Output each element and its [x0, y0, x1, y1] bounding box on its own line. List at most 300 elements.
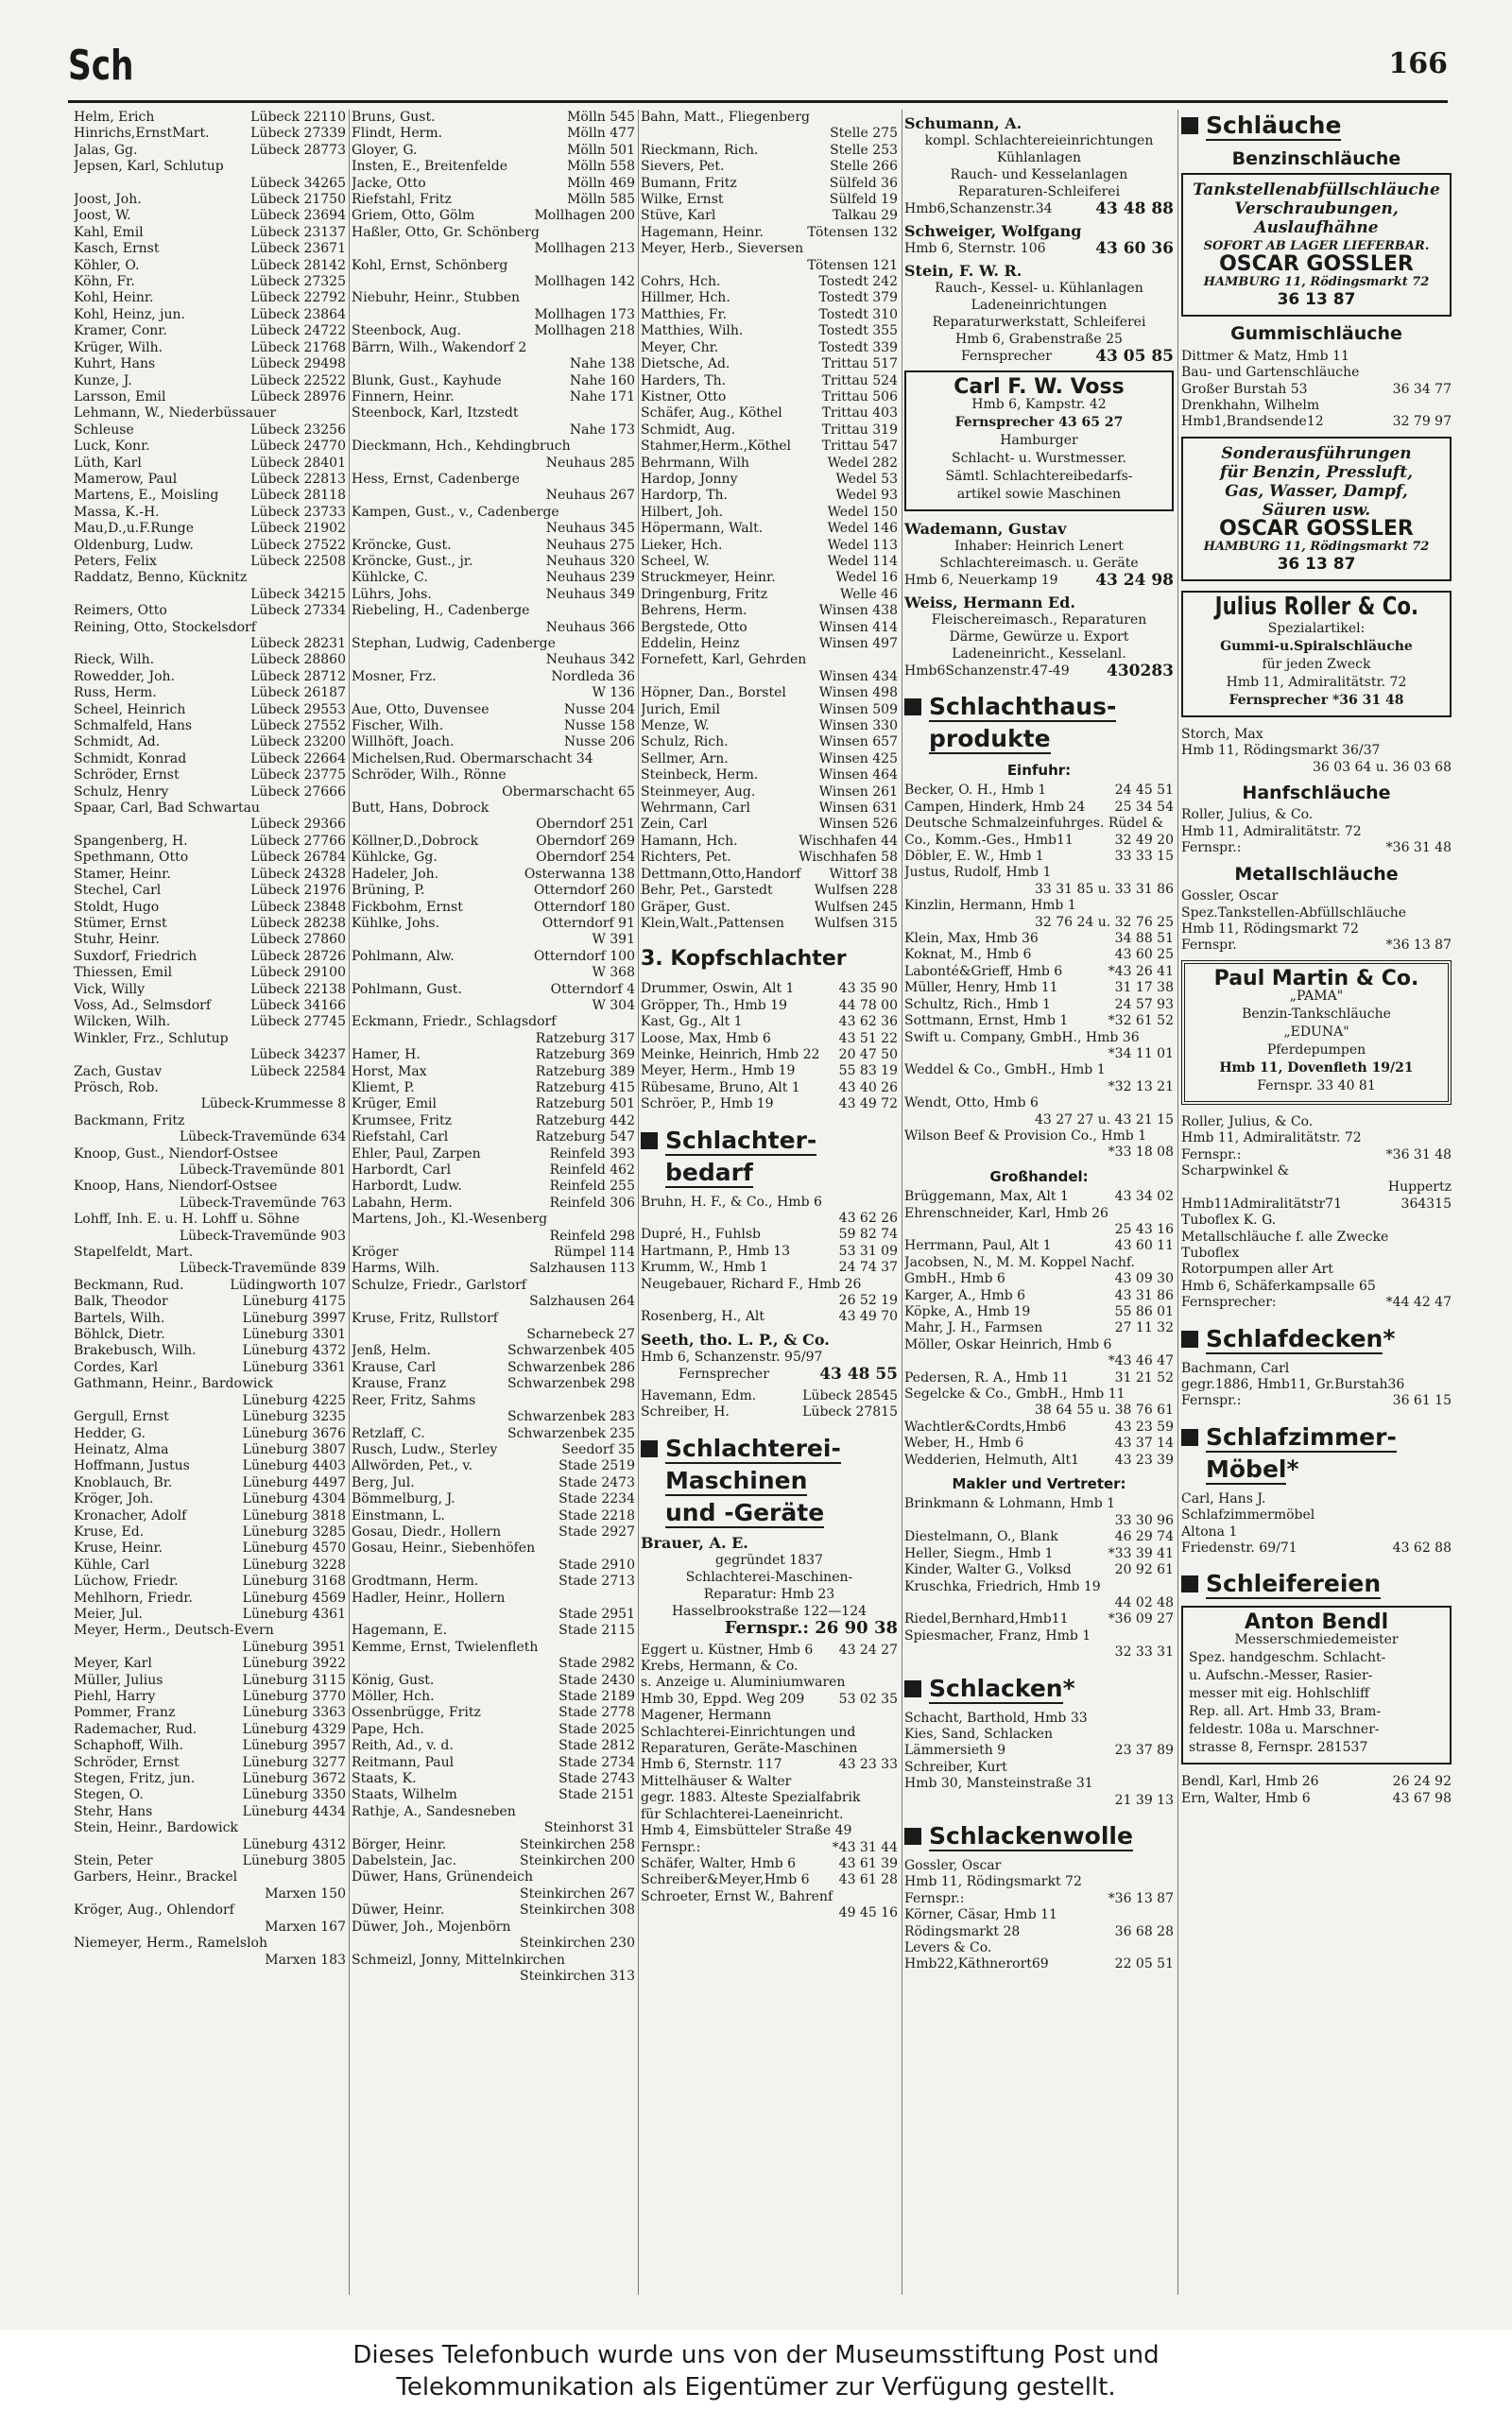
listing-name [352, 620, 355, 636]
listing-entry [74, 998, 346, 1014]
listing-entry [352, 800, 635, 817]
listing-phone: 43 61 39 [838, 1855, 898, 1871]
listing-name: Rotorpumpen aller Art [1181, 1262, 1333, 1278]
listing-entry [74, 1080, 346, 1096]
listing-phone: Trittau 403 [821, 405, 898, 422]
listing-entry [352, 1294, 635, 1310]
listing-entry [904, 1288, 1174, 1304]
listing-name: Wendt, Otto, Hmb 6 [904, 1095, 1039, 1111]
listing-name: Krause, Franz [352, 1376, 447, 1392]
listing-phone: 25 34 54 [1114, 799, 1174, 815]
listing-name: Winkler, Frz., Schlutup [74, 1030, 229, 1046]
listing-entry [904, 1513, 1174, 1529]
listing-name: Horst, Max [352, 1063, 427, 1079]
listing-phone: Stade 2025 [558, 1721, 635, 1737]
listing-phone: 26 52 19 [838, 1293, 898, 1308]
listing-entry [1181, 807, 1452, 823]
listing-entry [904, 1776, 1174, 1792]
listing-entry [641, 751, 898, 767]
listing-name: Stapelfeldt, Mart. [74, 1245, 194, 1261]
listing-name: Schröder, Wilh., Rönne [352, 767, 507, 783]
listing-entry [641, 900, 898, 916]
listing-name: Oldenburg, Ludw. [74, 537, 194, 553]
listing-name [904, 1353, 908, 1369]
listing-phone: Lüneburg 3922 [242, 1656, 346, 1672]
category-heading-schlachterbedarf: Schlachter- bedarf [641, 1125, 898, 1189]
listing-name: Pohlmann, Alw. [352, 948, 455, 964]
listing-name: Klein,Walt.,Pattensen [641, 915, 784, 931]
listing-name: Retzlaff, C. [352, 1425, 425, 1441]
listing-name: Wilke, Ernst [641, 192, 724, 208]
listing-name: Prösch, Rob. [74, 1079, 159, 1095]
listing-phone: Salzhausen 113 [529, 1261, 635, 1277]
listing-name [352, 998, 355, 1014]
listing-entry [641, 1063, 898, 1079]
listing-name: Loose, Max, Hmb 6 [641, 1030, 771, 1046]
listing-name: Spaar, Carl, Bad Schwartau [74, 800, 260, 817]
listing-entry [74, 505, 346, 521]
listing-entry [641, 669, 898, 685]
listing-entry [1181, 1279, 1452, 1295]
listing-entry [352, 1261, 635, 1277]
listing-name: Bruns, Gust. [352, 110, 436, 125]
subheading-einfuhr: Einfuhr: [1006, 762, 1072, 779]
listing-name: Schäfer, Aug., Köthel [641, 405, 782, 422]
listing-phone: *43 31 44 [832, 1839, 898, 1855]
listing-name [1181, 760, 1185, 776]
listing-name: Flindt, Herm. [352, 126, 443, 142]
listing-entry [352, 636, 635, 652]
listing-entry [641, 1227, 898, 1243]
listing-entry [641, 1823, 898, 1839]
listing-name: Börger, Heinr. [352, 1836, 447, 1852]
listing-name: Kühlcke, Gg. [352, 850, 438, 866]
listing-name: Bumann, Fritz [641, 175, 737, 191]
listing-name: Luck, Konr. [74, 439, 150, 455]
listing-phone: Nahe 138 [569, 356, 635, 372]
listing-name [352, 422, 355, 439]
listing-phone: Nahe 160 [569, 372, 635, 388]
listing-phone: 21 39 13 [1114, 1792, 1174, 1808]
listing-entry [904, 1030, 1174, 1046]
listing-entry [74, 1574, 346, 1590]
listing-name: Fernspr.: [904, 1890, 965, 1906]
listing-phone: Lübeck 29366 [250, 817, 346, 833]
listing-name: Hess, Ernst, Cadenberge [352, 471, 520, 487]
listing-entry [74, 1096, 346, 1112]
listing-phone: Steinkirchen 230 [520, 1936, 635, 1952]
listing-list [904, 1496, 1174, 1661]
listing-phone: Lübeck 27334 [250, 603, 346, 619]
listing-phone: Lübeck 28712 [250, 668, 346, 684]
listing-phone: Nahe 173 [569, 422, 635, 438]
listing-phone: Rümpel 114 [554, 1245, 635, 1261]
listing-entry [641, 225, 898, 241]
listing-phone: 43 49 70 [838, 1309, 898, 1325]
listing-entry [352, 1820, 635, 1836]
listing-phone: Lübeck 23775 [250, 767, 346, 783]
listing-entry [74, 1689, 346, 1705]
listing-name: Bachmann, Carl [1181, 1360, 1290, 1376]
listing-name: Dettmann,Otto,Handorf [641, 866, 801, 882]
listing-phone: Steinkirchen 200 [520, 1853, 635, 1869]
listing-name: Rusch, Ludw., Sterley [352, 1441, 498, 1457]
listing-phone: Wulfsen 228 [814, 883, 898, 899]
listing-phone: Lübeck 23671 [250, 241, 346, 257]
listing-name: Eddelin, Heinz [641, 636, 740, 651]
listing-name: Schmidt, Konrad [74, 750, 187, 766]
listing-phone: Lübeck 27552 [250, 718, 346, 734]
listing-name: Lührs, Johs. [352, 586, 432, 602]
page-number: 166 [1388, 47, 1448, 80]
listing-name: Krause, Carl [352, 1359, 437, 1375]
listing-entry [904, 1255, 1174, 1271]
listing-name: Bahn, Matt., Fliegenberg [641, 110, 810, 125]
listing-name: Gräper, Gust. [641, 899, 730, 915]
listing-entry [641, 883, 898, 899]
square-bullet-icon [904, 1680, 921, 1697]
listing-phone: W 136 [592, 685, 635, 701]
listing-name: Schmidt, Aug. [641, 422, 736, 438]
listing-entry [74, 620, 346, 636]
listing-name: Aue, Otto, Duvensee [352, 701, 490, 717]
listing-name [641, 258, 644, 274]
listing-entry [641, 340, 898, 356]
listing-phone: 24 74 37 [838, 1260, 898, 1276]
listing-name: Düwer, Joh., Mojenbörn [352, 1919, 511, 1935]
listing-entry [352, 192, 635, 208]
listing-phone: Lüneburg 3676 [242, 1425, 346, 1441]
listing-phone: Lüneburg 4372 [242, 1343, 346, 1359]
listing-phone: 43 23 33 [838, 1757, 898, 1773]
ad-voss: Carl F. W. Voss Hmb 6, Kampstr. 42 Fernsprecher 43 65 27 Hamburger Schlacht- u. Wurstmesser. Sämtl. Schlachtereibedarfs- artikel sowie Maschinen [904, 370, 1174, 511]
listing-phone: Winsen 330 [818, 718, 898, 734]
listing-name: Kröncke, Gust. [352, 537, 452, 553]
listing-entry [641, 1277, 898, 1293]
listing-name: Kühlcke, C. [352, 570, 428, 586]
listing-phone: 43 35 90 [838, 981, 898, 997]
listing-name [352, 1031, 355, 1047]
listing-name: Kröger, Joh. [74, 1491, 154, 1507]
listing-phone: Lübeck-Travemünde 903 [179, 1228, 346, 1244]
listing-entry [74, 900, 346, 916]
column-2 [352, 110, 635, 1985]
listing-name: Köhler, O. [74, 257, 140, 273]
listing-entry [352, 1656, 635, 1672]
listing-name [352, 521, 355, 537]
listing-entry [352, 1212, 635, 1228]
listing-entry [904, 931, 1174, 947]
listing-phone: 43 60 11 [1114, 1238, 1174, 1254]
listing-entry [904, 1891, 1174, 1907]
listing-entry [904, 997, 1174, 1013]
listing-phone: Lüneburg 3168 [242, 1574, 346, 1590]
listing-entry [904, 1711, 1174, 1727]
listing-phone: 26 24 92 [1392, 1774, 1452, 1790]
listing-entry [352, 603, 635, 619]
listing-phone: Reinfeld 298 [549, 1228, 635, 1244]
listing-name: Hadler, Heinr., Hollern [352, 1590, 506, 1606]
listing-phone: Lüneburg 3818 [242, 1507, 346, 1523]
listing-entry [352, 1409, 635, 1425]
listing-name: Lämmersieth 9 [904, 1743, 1006, 1759]
listing-phone: Lübeck 23848 [250, 899, 346, 915]
listing-name [74, 1837, 77, 1853]
listing-entry [1181, 1196, 1452, 1213]
listing-phone: Nordleda 36 [551, 668, 635, 684]
listing-name: für Schlachterei-Laeneinricht. [641, 1806, 844, 1822]
listing-name: Schleuse [74, 422, 134, 438]
square-bullet-icon [1181, 1575, 1198, 1592]
listing-entry [352, 1886, 635, 1902]
listing-entry [74, 1853, 346, 1869]
listing-entry [641, 867, 898, 883]
listing-phone: Lübeck 28545 [802, 1387, 898, 1403]
listing-phone: 43 23 39 [1114, 1452, 1174, 1468]
listing-entry [641, 1774, 898, 1790]
listing-entry [1181, 727, 1452, 743]
listing-name [352, 652, 355, 668]
listing-entry [74, 587, 346, 603]
listing-name: Fornefett, Karl, Gehrden [641, 652, 807, 668]
column-divider [1177, 110, 1178, 2295]
listing-name: Meyer, Chr. [641, 339, 719, 355]
listing-entry [352, 867, 635, 883]
listing-entry [352, 1080, 635, 1096]
listing-entry [352, 538, 635, 554]
listing-phone: 43 27 27 u. 43 21 15 [1034, 1111, 1174, 1128]
listing-entry [352, 916, 635, 932]
listing-phone: Schwarzenbek 298 [507, 1376, 635, 1392]
listing-entry [74, 1722, 346, 1738]
listing-entry [74, 208, 346, 224]
listing-name: Schultz, Rich., Hmb 1 [904, 996, 1051, 1012]
listing-name: Hmb 30, Mansteinstraße 31 [904, 1776, 1093, 1792]
listing-phone: 32 76 24 u. 32 76 25 [1034, 914, 1174, 930]
footer-line-1: Dieses Telefonbuch wurde uns von der Museumsstiftung Post und [352, 2341, 1160, 2369]
listing-entry [74, 1508, 346, 1524]
listing-entry [352, 110, 635, 126]
listing-phone: Tostedt 355 [818, 323, 898, 339]
listing-entry [352, 1771, 635, 1787]
listing-name [904, 915, 908, 931]
listing-phone: Lüdingworth 107 [230, 1277, 346, 1293]
listing-name: Wedderien, Helmuth, Alt1 [904, 1452, 1080, 1468]
listing-entry [74, 290, 346, 306]
listing-entry [641, 1725, 898, 1741]
listing-phone: 364315 [1400, 1196, 1452, 1212]
listing-entry [641, 488, 898, 504]
listing-name: Hardop, Jonny [641, 471, 738, 487]
listing-phone: Tötensen 121 [807, 257, 898, 273]
listing-name: Rademacher, Rud. [74, 1721, 198, 1737]
listing-name [904, 1046, 908, 1062]
listing-entry [641, 422, 898, 439]
subheading-gummischlauche: Gummischläuche [1230, 323, 1402, 345]
listing-name: Kahl, Emil [74, 224, 144, 240]
listing-phone: Stade 2982 [558, 1656, 635, 1672]
listing-name [904, 1222, 908, 1238]
listing-name: Gloyer, G. [352, 142, 418, 158]
listing-name: Ehrenschneider, Karl, Hmb 26 [904, 1205, 1108, 1221]
listing-entry [352, 1311, 635, 1327]
listing-entry [74, 751, 346, 767]
subheading-grosshandel: Großhandel: [989, 1167, 1089, 1185]
listing-name: Spez.Tankstellen-Abfüllschläuche [1181, 904, 1407, 921]
listing-entry [74, 1179, 346, 1195]
listing-entry [641, 570, 898, 586]
subheading-benzinschlauche: Benzinschläuche [1231, 148, 1401, 169]
listing-entry [641, 1047, 898, 1063]
listing-entry [641, 652, 898, 668]
listing-name: Jenß, Helm. [352, 1343, 431, 1359]
listing-entry [904, 1940, 1174, 1956]
listing-phone: Lüneburg 4225 [242, 1392, 346, 1408]
listing-entry [74, 965, 346, 981]
listing-entry [74, 1113, 346, 1129]
listing-phone: Ratzeburg 317 [535, 1030, 635, 1046]
listing-phone: Winsen 414 [818, 619, 898, 635]
square-bullet-icon [1181, 1429, 1198, 1446]
listing-name: Karger, A., Hmb 6 [904, 1287, 1026, 1303]
listing-phone: Stade 2927 [558, 1523, 635, 1540]
listing-name: Hillmer, Hch. [641, 290, 730, 306]
listing-phone: Wedel 113 [827, 537, 898, 553]
listing-name: Spiesmacher, Franz, Hmb 1 [904, 1627, 1091, 1644]
listing-entry [352, 159, 635, 175]
listing-name: Kuhrt, Hans [74, 356, 156, 372]
listing-phone: Stelle 253 [830, 142, 898, 158]
listing-phone: 43 24 27 [838, 1642, 898, 1658]
listing-entry [74, 949, 346, 965]
listing-name: Mamerow, Paul [74, 471, 178, 487]
listing-name: Knoop, Gust., Niendorf-Ostsee [74, 1145, 279, 1162]
listing-phone: 27 11 32 [1114, 1320, 1174, 1336]
listing-phone: Lübeck 22522 [250, 372, 346, 388]
listing-name: Scheel, Heinrich [74, 701, 186, 717]
listing-stein: Stein, F. W. R. Rauch-, Kessel- u. Kühlanlagen Ladeneinrichtungen Reparaturwerkstatt, Schleiferei Hmb 6, Grabenstraße 25 Fernsprecher 43 05 85 [904, 262, 1174, 365]
listing-name: Pohlmann, Gust. [352, 981, 462, 997]
listing-phone: Winsen 434 [818, 668, 898, 684]
listing-phone: Wedel 53 [835, 471, 898, 487]
listing-entry [352, 1458, 635, 1474]
listing-phone: 59 82 74 [838, 1227, 898, 1243]
listing-name: Krebs, Hermann, & Co. [641, 1659, 799, 1675]
listing-entry [641, 800, 898, 817]
listing-phone: Mölln 585 [567, 192, 635, 208]
square-bullet-icon [904, 1828, 921, 1845]
listing-name: Gossler, Oscar [904, 1857, 1002, 1873]
listing-entry [74, 1936, 346, 1952]
listing-name: Swift u. Company, GmbH., Hmb 36 [904, 1029, 1140, 1045]
listing-list [74, 110, 346, 1969]
listing-entry [352, 1574, 635, 1590]
listing-name: Knoblauch, Br. [74, 1474, 173, 1490]
listing-entry [352, 1491, 635, 1507]
listing-name: Scharpwinkel & [1181, 1162, 1290, 1179]
listing-phone: Lüneburg 4570 [242, 1541, 346, 1557]
listing-entry [74, 274, 346, 290]
listing-name: Gossler, Oscar [1181, 888, 1279, 904]
listing-name: Kunze, J. [74, 372, 132, 388]
listing-entry [641, 143, 898, 159]
listing-name: Brüggemann, Max, Alt 1 [904, 1189, 1069, 1205]
listing-entry [352, 208, 635, 224]
listing-name: s. Anzeige u. Aluminiumwaren [641, 1675, 846, 1691]
listing-entry [74, 538, 346, 554]
listing-phone: Steinkirchen 313 [520, 1968, 635, 1984]
listing-entry [641, 505, 898, 521]
listing-phone: 43 51 22 [838, 1030, 898, 1046]
listing-name: Kruse, Heinr. [74, 1541, 163, 1557]
listing-phone: Steinkirchen 308 [520, 1902, 635, 1919]
listing-phone: Lübeck-Travemünde 763 [179, 1195, 346, 1211]
listing-entry [641, 159, 898, 175]
listing-entry [352, 1162, 635, 1179]
listing-name [904, 882, 908, 898]
listing-entry [904, 1189, 1174, 1205]
listing-entry [74, 916, 346, 932]
ad-martin: Paul Martin & Co. „PAMA" Benzin-Tankschläuche „EDUNA" Pferdepumpen Hmb 11, Dovenfleth 19/21 Fernspr. 33 40 81 [1181, 960, 1452, 1105]
listing-name: Kies, Sand, Schlacken [904, 1726, 1054, 1742]
listing-name: Krumsee, Fritz [352, 1112, 452, 1128]
listing-phone: Ratzeburg 547 [535, 1129, 635, 1145]
listing-phone: Trittau 547 [821, 439, 898, 455]
listing-name: Zein, Carl [641, 817, 708, 833]
listing-phone: Wischhafen 44 [799, 833, 898, 849]
listing-phone: Lüneburg 4569 [242, 1590, 346, 1606]
listing-name [352, 1294, 355, 1310]
listing-name: Fernspr.: [1181, 1393, 1242, 1409]
listing-entry [74, 176, 346, 192]
listing-phone: 38 64 55 u. 38 76 61 [1034, 1403, 1174, 1419]
listing-phone: Lübeck 34215 [250, 586, 346, 602]
listing-name [352, 241, 355, 257]
listing-name: Kühle, Carl [74, 1557, 150, 1573]
listing-name: Dupré, H., Fuhlsb [641, 1227, 762, 1243]
listing-entry [641, 784, 898, 800]
listing-entry [641, 636, 898, 652]
section-code: Sch [68, 42, 134, 90]
listing-entry [352, 323, 635, 339]
listing-entry [74, 241, 346, 257]
listing-name: Müller, Henry, Hmb 11 [904, 980, 1058, 996]
listing-name: Cohrs, Hch. [641, 274, 721, 290]
listing-phone: Lüneburg 3350 [242, 1787, 346, 1803]
listing-name: Sievers, Pet. [641, 159, 725, 175]
listing-name: Fernspr.: [641, 1839, 701, 1855]
listing-phone: Stade 2151 [558, 1787, 635, 1803]
listing-entry [904, 1924, 1174, 1940]
listing-name: Allwörden, Pet., v. [352, 1458, 473, 1474]
listing-phone: Lüneburg 3805 [242, 1853, 346, 1869]
listing-entry [641, 587, 898, 603]
listing-entry [74, 1640, 346, 1656]
listing-schumann: Schumann, A. kompl. Schlachtereieinrichtungen Kühlanlagen Rauch- und Kesselanlagen Reparaturen-Schleiferei Hmb6,Schanzenstr.34 43 48 88 [904, 114, 1174, 217]
listing-phone: Lübeck 28238 [250, 915, 346, 931]
listing-phone: Lüneburg 3770 [242, 1689, 346, 1704]
listing-name: Kinzlin, Hermann, Hmb 1 [904, 898, 1076, 914]
listing-entry [1181, 1163, 1452, 1179]
listing-name: Kliemt, P. [352, 1079, 415, 1095]
column-5 [1181, 110, 1452, 1807]
listing-entry [74, 472, 346, 488]
listing-name: Mahr, J. H., Farmsen [904, 1320, 1043, 1336]
listing-phone: Tostedt 379 [818, 290, 898, 306]
listing-name: Richters, Pet. [641, 850, 731, 866]
listing-name: Magener, Hermann [641, 1708, 772, 1724]
listing-entry [1181, 382, 1452, 398]
